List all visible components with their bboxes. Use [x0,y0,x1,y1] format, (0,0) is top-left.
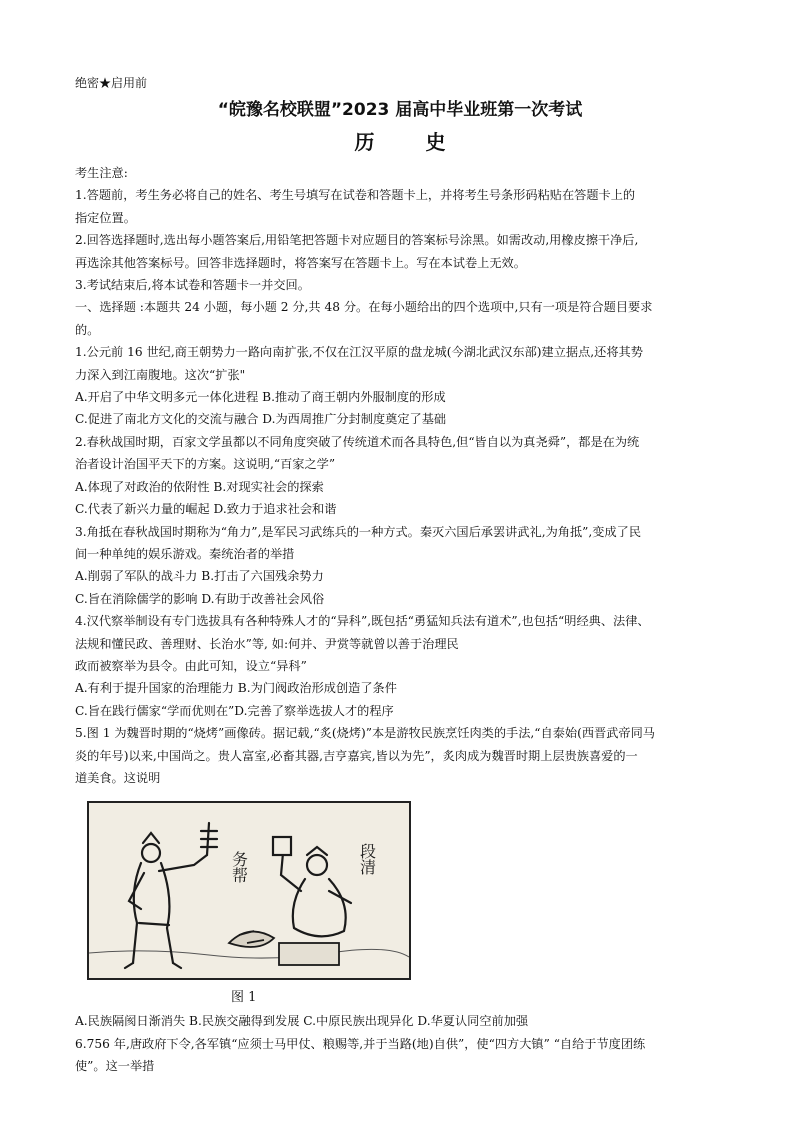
q6-stem: 使”。这一举措 [75,1059,155,1074]
q2-options: A.体现了对政治的依附性 B.对现实社会的探索 [75,479,324,494]
q4-stem: 法规和懂民政、善理财、长治水”等, 如:何并、尹赏等就曾以善于治理民 [75,636,459,651]
exam-title: “皖豫名校联盟”2023 届高中毕业班第一次考试 [217,100,583,120]
q4-stem: 4.汉代察举制设有专门选拔具有各种特殊人才的“异科”,既包括“勇猛知兵法有道术”,也包括“明经典、法律、 [75,614,650,629]
notice-heading: 考生注意: [75,166,128,180]
brick-painting-illustration [89,803,409,978]
section-heading: 一、选择题 :本题共 24 小题，每小题 2 分,共 48 分。在每小题给出的四个选项中,只有一项是符合题目要求 [75,300,653,315]
secret-mark: 绝密★启用前 [75,76,148,90]
q5-stem: 道美食。这说明 [75,770,161,785]
q5-options: A.民族隔阂日渐消失 B.民族交融得到发展 C.中原民族出现异化 D.华夏认同空前加强 [75,1014,529,1029]
figure-caption: 图 1 [231,990,257,1006]
figure-label-right: 段清 [357,843,377,876]
q1-stem: 1.公元前 16 世纪,商王朝势力一路向南扩张,不仅在江汉平原的盘龙城(今湖北武汉东部)建立据点,还将其势 [75,345,643,360]
q2-options: C.代表了新兴力量的崛起 D.致力于追求社会和谐 [75,502,337,517]
q4-options: A.有利于提升国家的治理能力 B.为门阀政治形成创造了条件 [75,681,397,696]
notice-item: 再选涂其他答案标号。回答非选择题时，将答案写在答题卡上。写在本试卷上无效。 [75,255,526,270]
q1-options: C.促进了南北方文化的交流与融合 D.为西周推广分封制度奠定了基础 [75,412,447,427]
notice-item: 1.答题前，考生务必将自己的姓名、考生号填写在试卷和答题卡上，并将考生号条形码粘贴在答题卡上的 [75,188,636,203]
q5-stem: 5.图 1 为魏晋时期的“烧烤”画像砖。据记载,“炙(烧烤)”本是游牧民族烹饪肉类的手法,“自泰始(西晋武帝同马 [75,726,655,741]
q1-options: A.开启了中华文明多元一体化进程 B.推动了商王朝内外服制度的形成 [75,390,446,405]
subject-title: 历 史 [354,130,468,154]
q3-stem: 间一种单纯的娱乐游戏。秦统治者的举措 [75,546,295,561]
q1-stem: 力深入到江南腹地。这次“扩张" [75,367,246,382]
notice-item: 2.回答选择题时,选出每小题答案后,用铅笔把答题卡对应题目的答案标号涂黑。如需改动,用橡皮擦干净后, [75,233,639,248]
notice-item: 3.考试结束后,将本试卷和答题卡一并交回。 [75,278,310,293]
q2-stem: 治者设计治国平天下的方案。这说明,“百家之学” [75,457,336,472]
q3-options: C.旨在消除儒学的影响 D.有助于改善社会风俗 [75,591,325,606]
section-heading-cont: 的。 [75,322,100,337]
q4-options: C.旨在践行儒家“学而优则在”D.完善了察举选拔人才的程序 [75,703,394,718]
q2-stem: 2.春秋战国时期，百家文学虽都以不同角度突破了传统道术而各具特色,但“皆自以为真尧舜”，都是在为统 [75,434,640,449]
figure-label-left: 务帮 [229,851,249,884]
q3-options: A.削弱了军队的战斗力 B.打击了六国残余势力 [75,569,324,584]
q5-stem: 炎的年号)以来,中国尚之。贵人富室,必畜其器,吉亨嘉宾,皆以为先”，炙肉成为魏晋时期上层贵族喜爱的一 [75,748,638,763]
q6-stem: 6.756 年,唐政府下令,各军镇“应须士马甲仗、粮赐等,并于当路(地)自供”，使“四方大镇” “自给于节度团练 [75,1036,646,1051]
q3-stem: 3.角抵在春秋战国时期称为“角力”,是军民习武练兵的一种方式。秦灭六国后承罢讲武礼,为角抵”,变成了民 [75,524,642,539]
notice-item: 指定位置。 [75,210,136,225]
exam-page [75,74,725,1078]
brick-painting-figure [87,801,411,980]
q4-stem: 政而被察举为县令。由此可知，设立“异科” [75,658,307,673]
